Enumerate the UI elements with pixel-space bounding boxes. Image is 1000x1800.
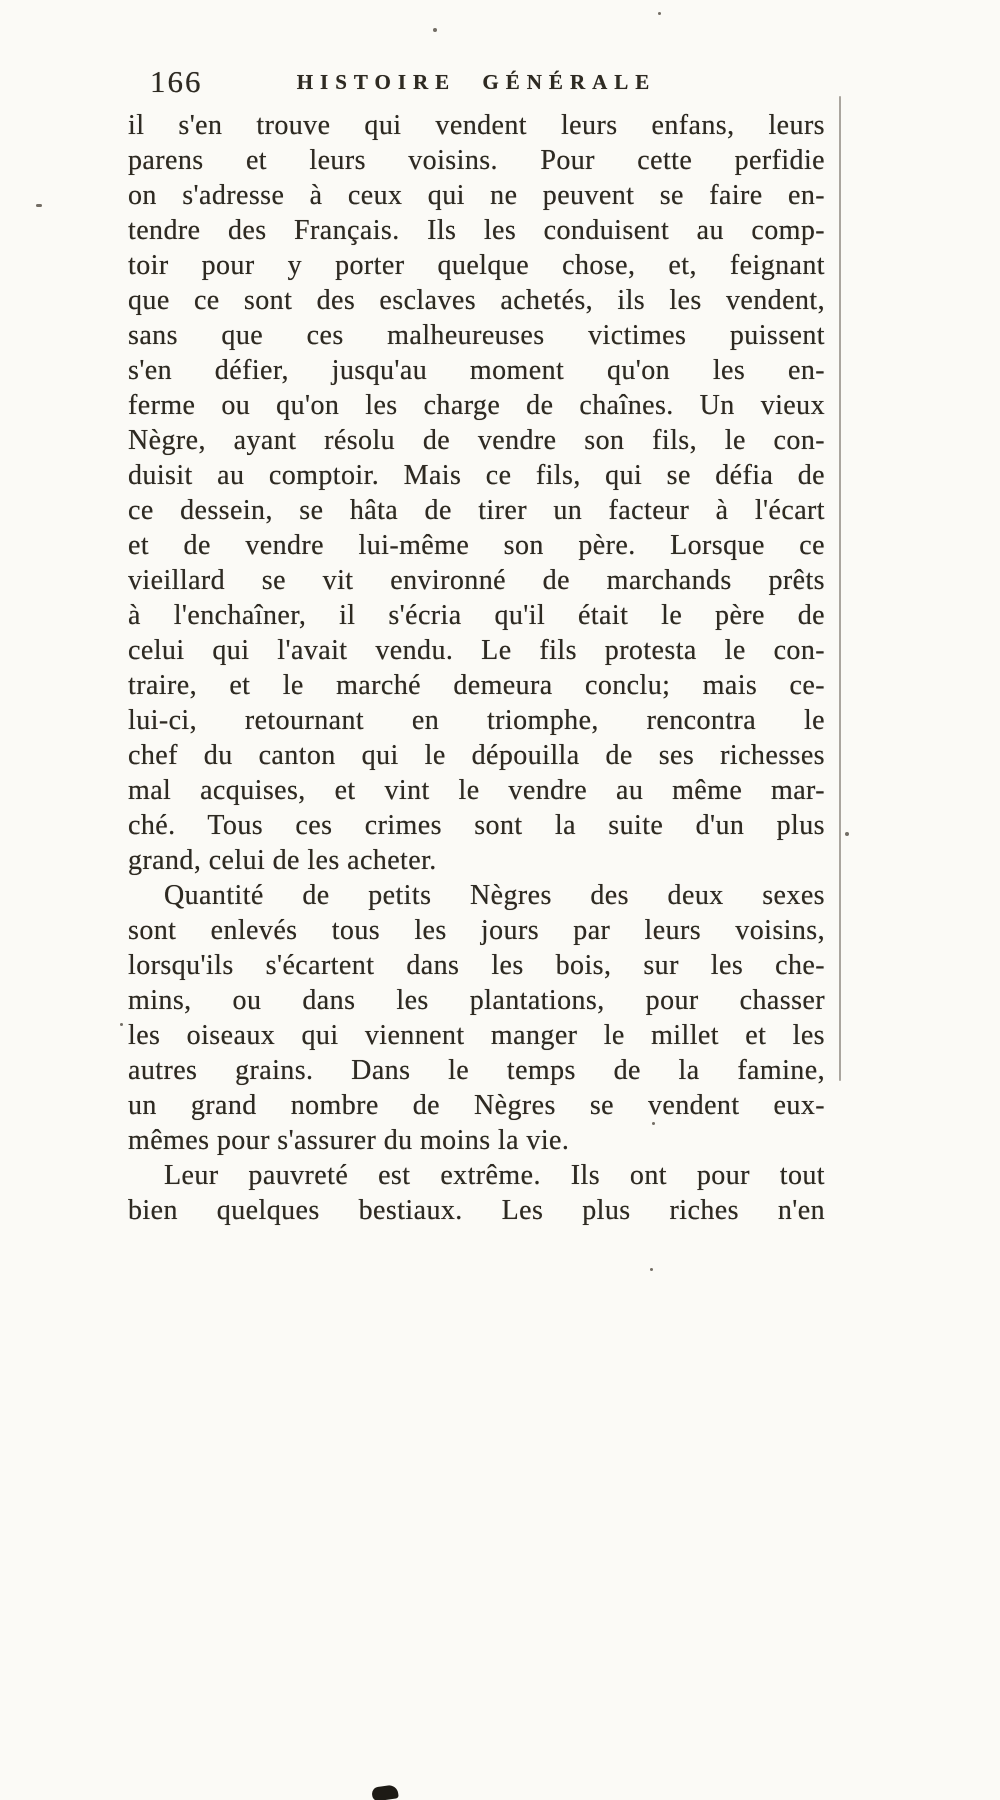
scan-artifact <box>433 28 437 32</box>
text-line: on s'adresse à ceux qui ne peuvent se faire en- <box>128 180 825 211</box>
text-line: mêmes pour s'assurer du moins la vie. <box>128 1125 570 1156</box>
text-line: s'en défier, jusqu'au moment qu'on les en- <box>128 355 825 386</box>
text-line: les oiseaux qui viennent manger le millet et les <box>128 1020 825 1051</box>
text-line: que ce sont des esclaves achetés, ils les vendent, <box>128 285 825 316</box>
running-title: HISTOIRE GÉNÉRALE <box>296 70 657 94</box>
text-line: ché. Tous ces crimes sont la suite d'un plus <box>128 810 825 841</box>
paragraph <box>128 878 825 1158</box>
text-line: traire, et le marché demeura conclu; mais ce- <box>128 670 825 701</box>
text-line: chef du canton qui le dépouilla de ses richesses <box>128 740 825 771</box>
scan-artifact <box>652 1122 655 1125</box>
text-line: Quantité de petits Nègres des deux sexes <box>164 880 825 911</box>
text-line: Leur pauvreté est extrême. Ils ont pour tout <box>164 1160 825 1191</box>
text-line: il s'en trouve qui vendent leurs enfans, leurs <box>128 110 825 141</box>
paragraph <box>128 108 825 878</box>
text-line: duisit au comptoir. Mais ce fils, qui se défia de <box>128 460 825 491</box>
paragraph <box>128 1158 825 1228</box>
scan-artifact <box>36 204 42 207</box>
text-line: toir pour y porter quelque chose, et, feignant <box>128 250 825 281</box>
text-line: et de vendre lui-même son père. Lorsque ce <box>128 530 825 561</box>
text-line: autres grains. Dans le temps de la famine, <box>128 1055 825 1086</box>
text-line: parens et leurs voisins. Pour cette perfidie <box>128 145 825 176</box>
text-line: ferme ou qu'on les charge de chaînes. Un vieux <box>128 390 825 421</box>
page-header <box>128 62 825 104</box>
scan-artifact <box>371 1784 399 1800</box>
text-line: lui-ci, retournant en triomphe, rencontra le <box>128 705 825 736</box>
scan-artifact <box>658 12 661 15</box>
text-line: à l'enchaîner, il s'écria qu'il était le père de <box>128 600 825 631</box>
text-line: vieillard se vit environné de marchands prêts <box>128 565 825 596</box>
text-line: ce dessein, se hâta de tirer un facteur à l'écart <box>128 495 825 526</box>
text-line: bien quelques bestiaux. Les plus riches n'en <box>128 1195 825 1226</box>
text-line: grand, celui de les acheter. <box>128 845 437 876</box>
text-line: mins, ou dans les plantations, pour chasser <box>128 985 825 1016</box>
scan-artifact <box>120 1023 123 1026</box>
scan-edge-line <box>839 96 841 1081</box>
text-line: celui qui l'avait vendu. Le fils protesta le con- <box>128 635 825 666</box>
text-line: tendre des Français. Ils les conduisent au comp- <box>128 215 825 246</box>
text-line: sont enlevés tous les jours par leurs voisins, <box>128 915 825 946</box>
text-line: un grand nombre de Nègres se vendent eux- <box>128 1090 825 1121</box>
scan-artifact <box>650 1268 653 1271</box>
text-line: lorsqu'ils s'écartent dans les bois, sur les che- <box>128 950 825 981</box>
page-number: 166 <box>150 64 203 99</box>
text-line: Nègre, ayant résolu de vendre son fils, le con- <box>128 425 825 456</box>
text-line: sans que ces malheureuses victimes puissent <box>128 320 825 351</box>
text-block <box>128 108 825 1228</box>
scan-artifact <box>845 832 849 836</box>
text-line: mal acquises, et vint le vendre au même mar- <box>128 775 825 806</box>
